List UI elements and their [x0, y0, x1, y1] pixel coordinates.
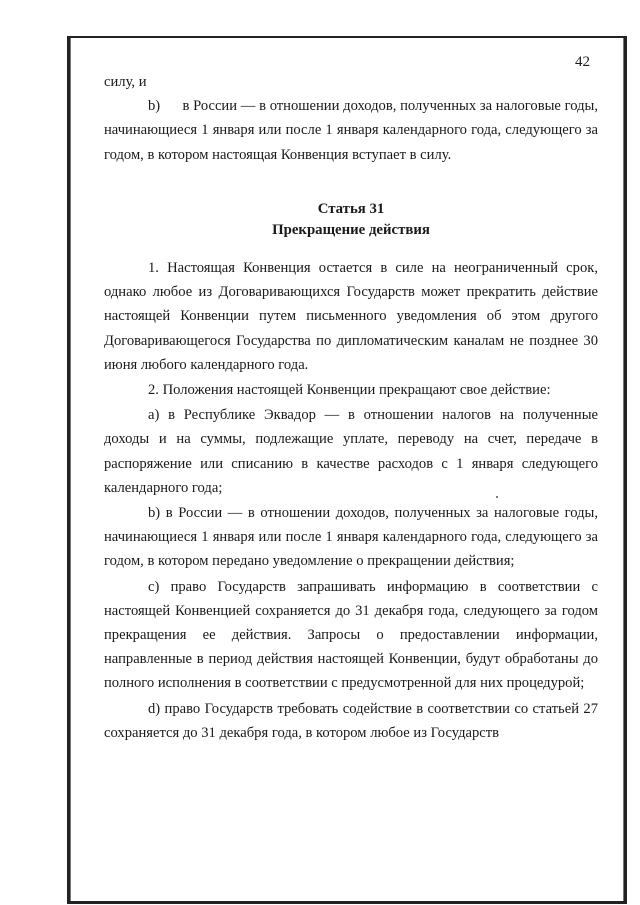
item-b-previous: b) в России — в отношении доходов, полученных за налоговые годы, начинающиеся 1 января или после 1 января календарного года, следующего за годом, в котором настоящая Конвенция вступает в силу. — [104, 98, 602, 163]
continuation-line: силу, и — [104, 74, 147, 90]
article-heading — [104, 199, 598, 241]
subparagraph-a: a) в Республике Эквадор — в отношении налогов на полученные доходы и на суммы, подлежащие уплате, переводу на счет, передаче в распоряжение или списанию в качестве расходов с 1 января следующего календарного года; — [104, 407, 598, 496]
scan-speck — [496, 496, 498, 498]
article-number: Статья 31 — [317, 201, 385, 217]
article-body — [104, 256, 598, 745]
article-title: Прекращение действия — [272, 222, 430, 238]
subparagraph-d: d) право Государств требовать содействие в соответствии со статьей 27 сохраняется до 31 декабря года, в котором любое из Государств — [104, 700, 598, 741]
paragraph-2: 2. Положения настоящей Конвенции прекращают свое действие: — [148, 382, 551, 399]
paragraph-1: 1. Настоящая Конвенция остается в силе на неограниченный срок, однако любое из Договаривающихся Государств может прекратить действие настоящей Конвенции путем письменного уведомления об этом другого Договаривающегося Государства по дипломатическим каналам не позднее 30 июня любого календарного года. — [104, 260, 598, 373]
subparagraph-b: b) в России — в отношении доходов, полученных за налоговые годы, начинающиеся 1 января или после 1 января календарного года, следующего за годом, в котором передано уведомление о прекращении действия; — [104, 505, 598, 570]
page-number: 42 — [575, 54, 590, 70]
continuation-block — [104, 70, 602, 167]
subparagraph-c: c) право Государств запрашивать информацию в соответствии с настоящей Конвенцией сохраняется до 31 декабря года, следующего за годом прекращения ее действия. Запросы о предоставлении информации, направленные в период действия настоящей Конвенции, будут обработаны до полного исполнения в соответствии с предусмотренной для них процедурой; — [104, 578, 598, 692]
